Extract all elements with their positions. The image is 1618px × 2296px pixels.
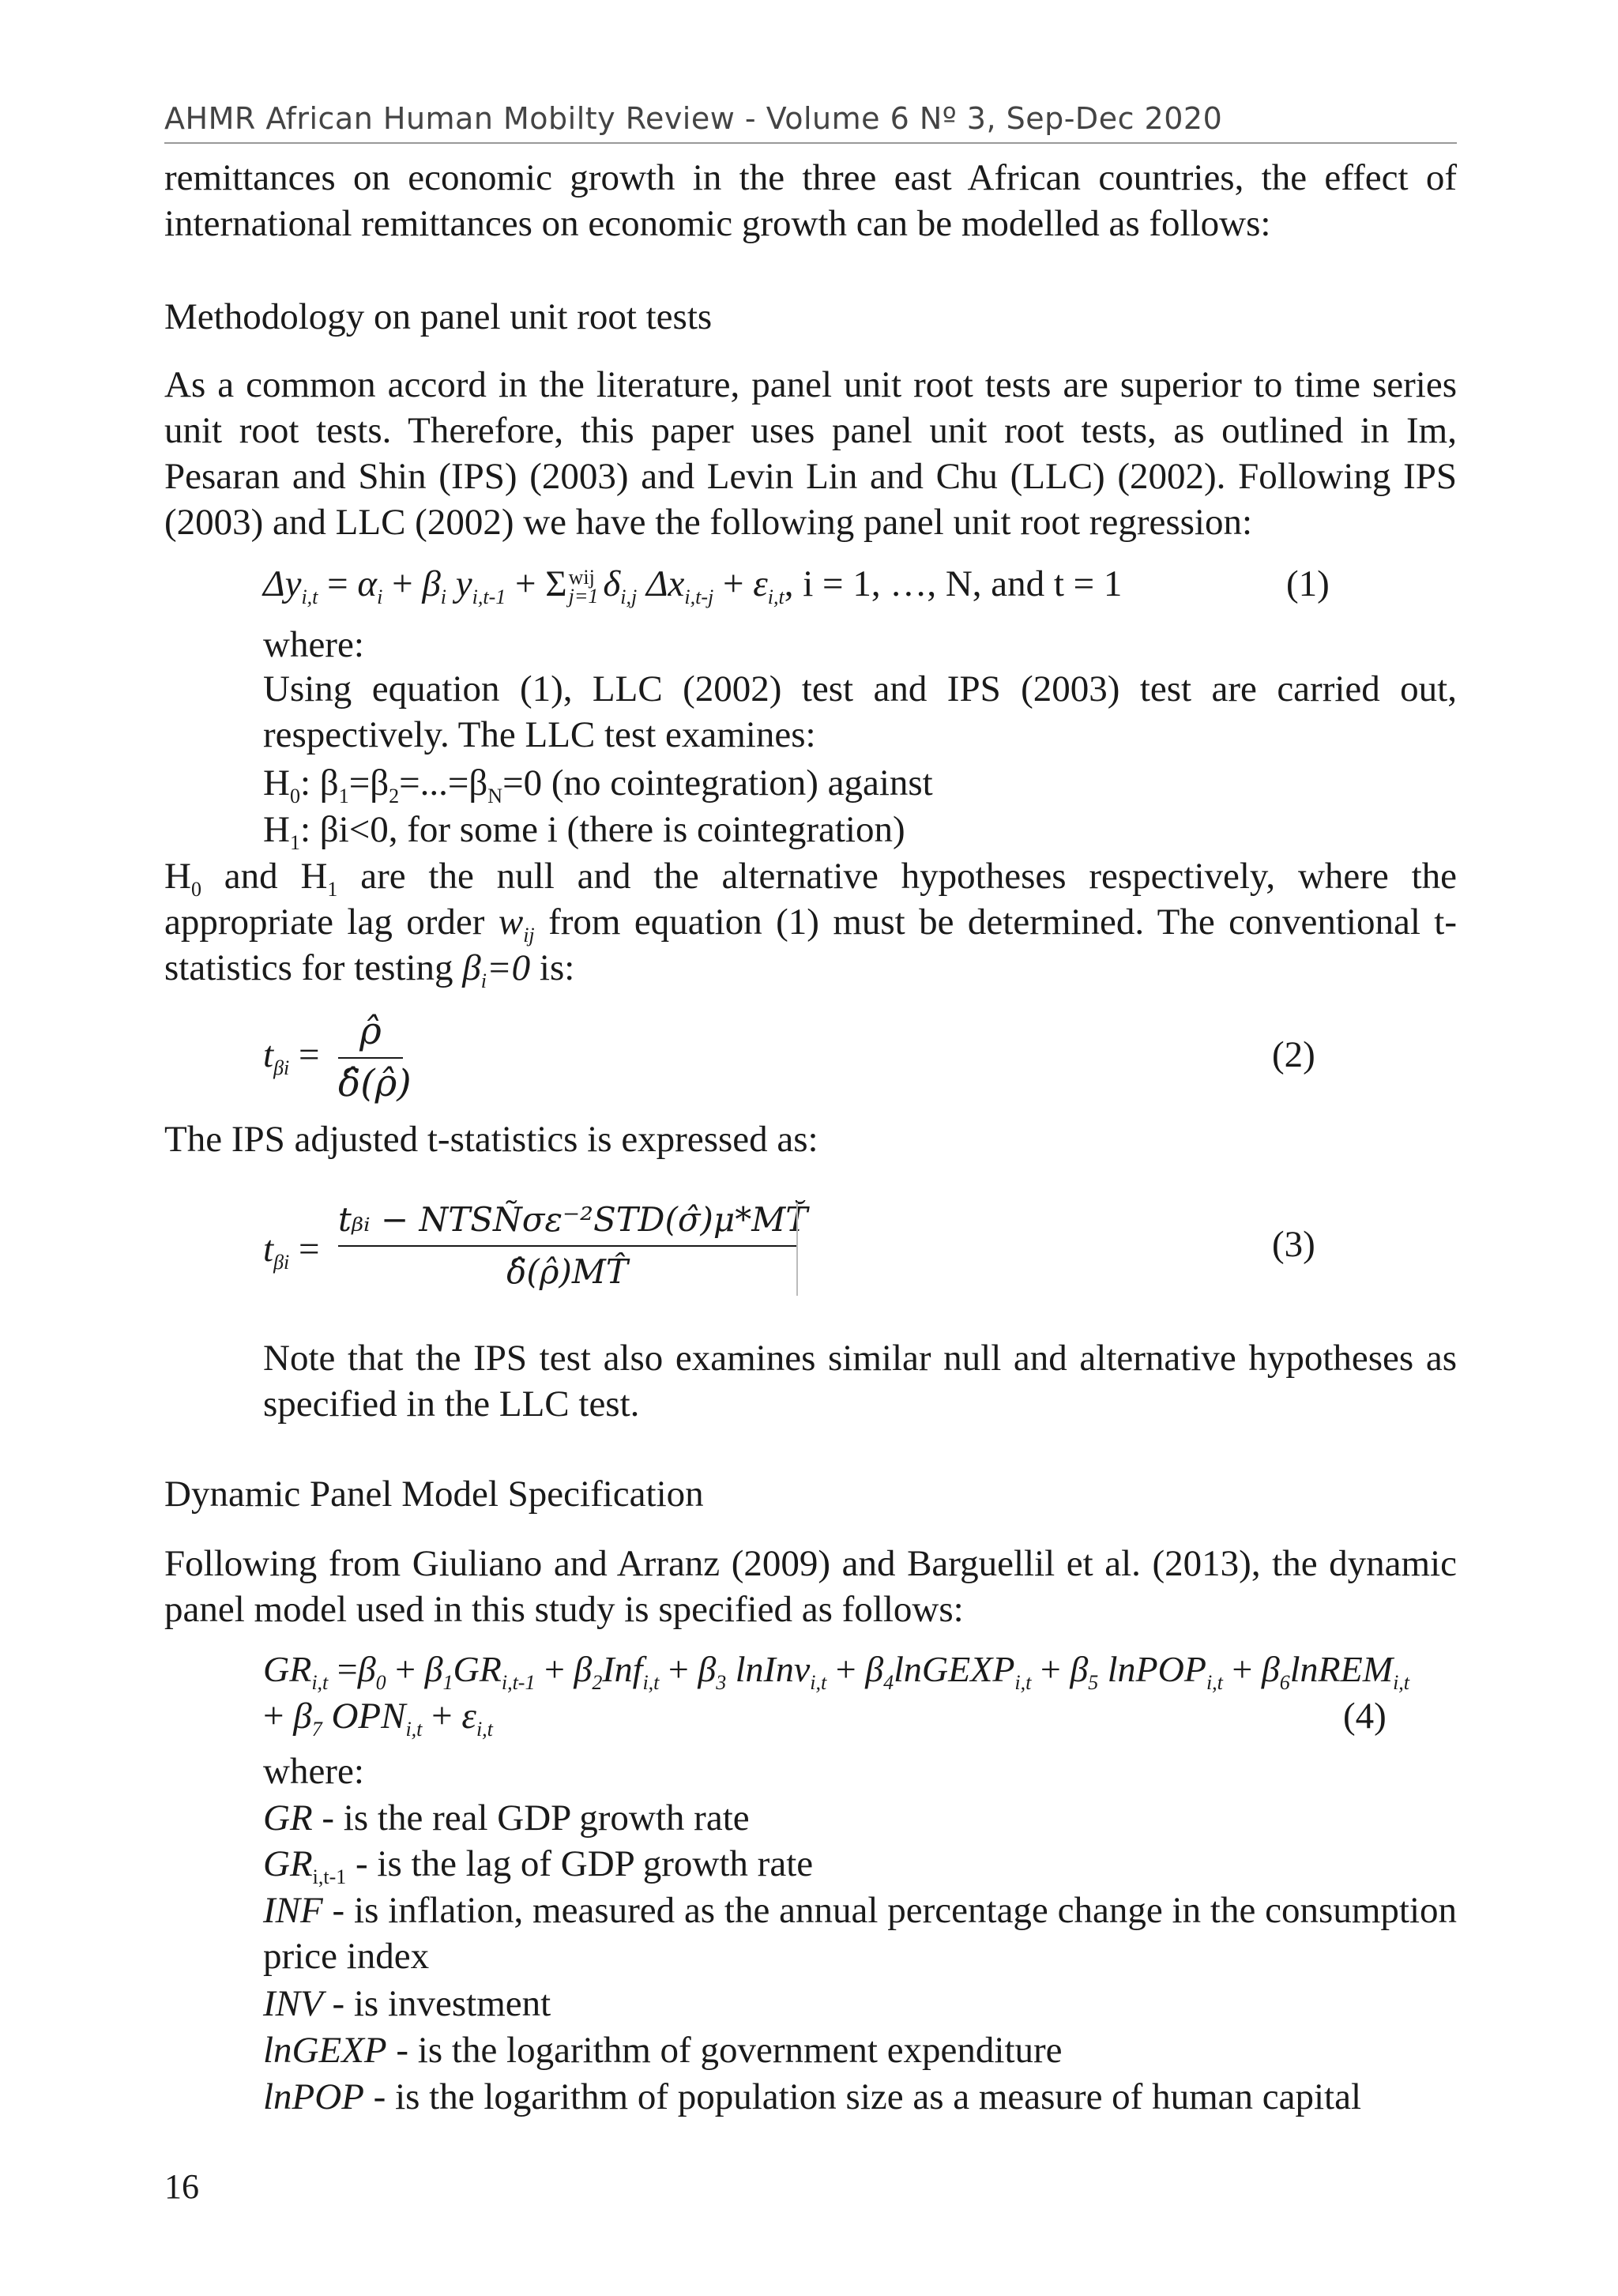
intro-paragraph: remittances on economic growth in the three east African countries, the effect of international remittances on economic growth can be modelled as follows: bbox=[164, 157, 1457, 244]
definition-text: - is the logarithm of government expenditure bbox=[386, 2030, 1063, 2071]
running-head: AHMR African Human Mobilty Review - Volume 6 Nº 3, Sep-Dec 2020 bbox=[164, 101, 1223, 136]
definition-lngexp bbox=[263, 2027, 1063, 2073]
definition-lnpop bbox=[263, 2074, 1361, 2120]
equation-1: $\Delta y_{i,t} = \alpha_i + \beta_i$ $y_{i,t-1} + \Sigma$ wij j=1 $\delta_{i,j}$ $\Delta x_{i,t-j} + \varepsilon_{i,t}$, i = 1, …, N, and t = 1 bbox=[263, 563, 1123, 608]
unit-root-paragraph: As a common accord in the literature, panel unit root tests are superior to time series unit root tests. Therefore, this paper uses panel unit root tests, as outlined in Im, Pesaran and Shin (IPS) (2003) and Levin Lin and Chu (LLC) (2002). Following IPS (2003) and LLC (2002) we have the following panel unit root regression: bbox=[164, 364, 1457, 543]
equation-2-lhs: $t_{\beta i}$ = bbox=[263, 1034, 320, 1079]
ips-note: Note that the IPS test also examines similar null and alternative hypotheses as specified in the LLC test. bbox=[263, 1338, 1457, 1425]
definition-gr bbox=[263, 1795, 750, 1841]
hypotheses-text-c: is: bbox=[539, 947, 575, 988]
definition-term: GR bbox=[263, 1797, 313, 1839]
alternative-hypothesis-text: : βi<0, for some i (there is cointegration) bbox=[299, 809, 905, 850]
equation-3-denominator: δ̂(ρ̂)MT̂ bbox=[506, 1252, 628, 1291]
hypotheses-text-a: are the null and the alternative hypotheses respectively, where the appropriate lag order bbox=[164, 856, 1457, 943]
equation-3-fraction bbox=[338, 1198, 808, 1294]
equation-3-number: (3) bbox=[1272, 1224, 1315, 1265]
equation-4-number: (4) bbox=[1343, 1696, 1387, 1737]
page-number: 16 bbox=[164, 2167, 199, 2206]
header-rule bbox=[164, 142, 1457, 144]
definition-term: lnPOP bbox=[263, 2076, 364, 2117]
unit-root-heading: Methodology on panel unit root tests bbox=[164, 296, 713, 337]
definition-text: - is the real GDP growth rate bbox=[312, 1797, 750, 1839]
hypotheses-text-b: from equation (1) must be determined. The conventional t-statistics for testing bbox=[164, 901, 1458, 988]
definition-term: INF bbox=[263, 1890, 323, 1931]
equation-1-number: (1) bbox=[1286, 563, 1330, 604]
definition-inv bbox=[263, 1981, 551, 2027]
alternative-hypothesis: $H_1$: βi<0, for some i (there is cointegration) bbox=[263, 809, 905, 854]
equation-3-numerator: tᵦᵢ − NTSÑσε⁻²STD(σ̂)μ*MT̆ bbox=[338, 1200, 808, 1239]
definition-term: GR bbox=[263, 1843, 313, 1884]
null-hypothesis: $H_0$: $\beta_1=\beta_2=...=\beta_N=0$ (no cointegration) against bbox=[263, 762, 933, 807]
where-label-2: where: bbox=[263, 1751, 364, 1792]
equation-1-tail: , i = 1, …, N, and t = 1 bbox=[784, 563, 1123, 604]
equation-3-rule bbox=[796, 1203, 798, 1296]
hypotheses-paragraph: $H_0$ and $H_1$ are the null and the alternative hypotheses respectively, where the appropriate lag order $w_{ij}$ from equation (1) must be determined. The conventional t-statistics for testing $\beta_i=0$ is: bbox=[164, 856, 1458, 992]
definition-gr-lag: $GR_{i,t-1}$ - is the lag of GDP growth rate bbox=[263, 1843, 814, 1888]
ips-intro: The IPS adjusted t-statistics is expressed as: bbox=[164, 1119, 818, 1160]
definition-text: - is the logarithm of population size as a measure of human capital bbox=[363, 2076, 1362, 2117]
null-hypothesis-text: =0 (no cointegration) against bbox=[502, 762, 933, 804]
dynamic-paragraph: Following from Giuliano and Arranz (2009) and Barguellil et al. (2013), the dynamic panel model used in this study is specified as follows: bbox=[164, 1543, 1457, 1630]
definition-term: INV bbox=[263, 1983, 323, 2024]
definition-text: - is investment bbox=[322, 1983, 551, 2024]
equation-2-number: (2) bbox=[1272, 1034, 1315, 1075]
where-label-1: where: bbox=[263, 624, 364, 665]
equation-4-line-1: $GR_{i,t} =\beta_0 + \beta_1GR_{i,t-1} + \beta_2Inf_{i,t} + \beta_3$ lnInv$_{i,t}$ + $\beta_4lnGEXP_{i,t} + \beta_5$ lnPOP$_{i,t}$ + $\beta_6lnREM_{i,t}$ bbox=[263, 1649, 1410, 1694]
definition-text: - is inflation, measured as the annual percentage change in the consumption price index bbox=[263, 1890, 1457, 1977]
equation-3-lhs: $t_{\beta i}$ = bbox=[263, 1229, 320, 1274]
dynamic-heading: Dynamic Panel Model Specification bbox=[164, 1474, 704, 1515]
definition-inf bbox=[164, 1888, 1457, 1979]
definition-text: - is the lag of GDP growth rate bbox=[346, 1843, 814, 1884]
llc-paragraph: Using equation (1), LLC (2002) test and IPS (2003) test are carried out, respectively. The LLC test examines: bbox=[263, 668, 1457, 755]
equation-2-fraction: ρ̂ δ̂(ρ̂) bbox=[338, 1010, 412, 1105]
equation-4-line-2: + $\beta_7$ $OPN_{i,t} + \varepsilon_{i,t}$ bbox=[263, 1696, 493, 1741]
definition-term: lnGEXP bbox=[263, 2030, 387, 2071]
